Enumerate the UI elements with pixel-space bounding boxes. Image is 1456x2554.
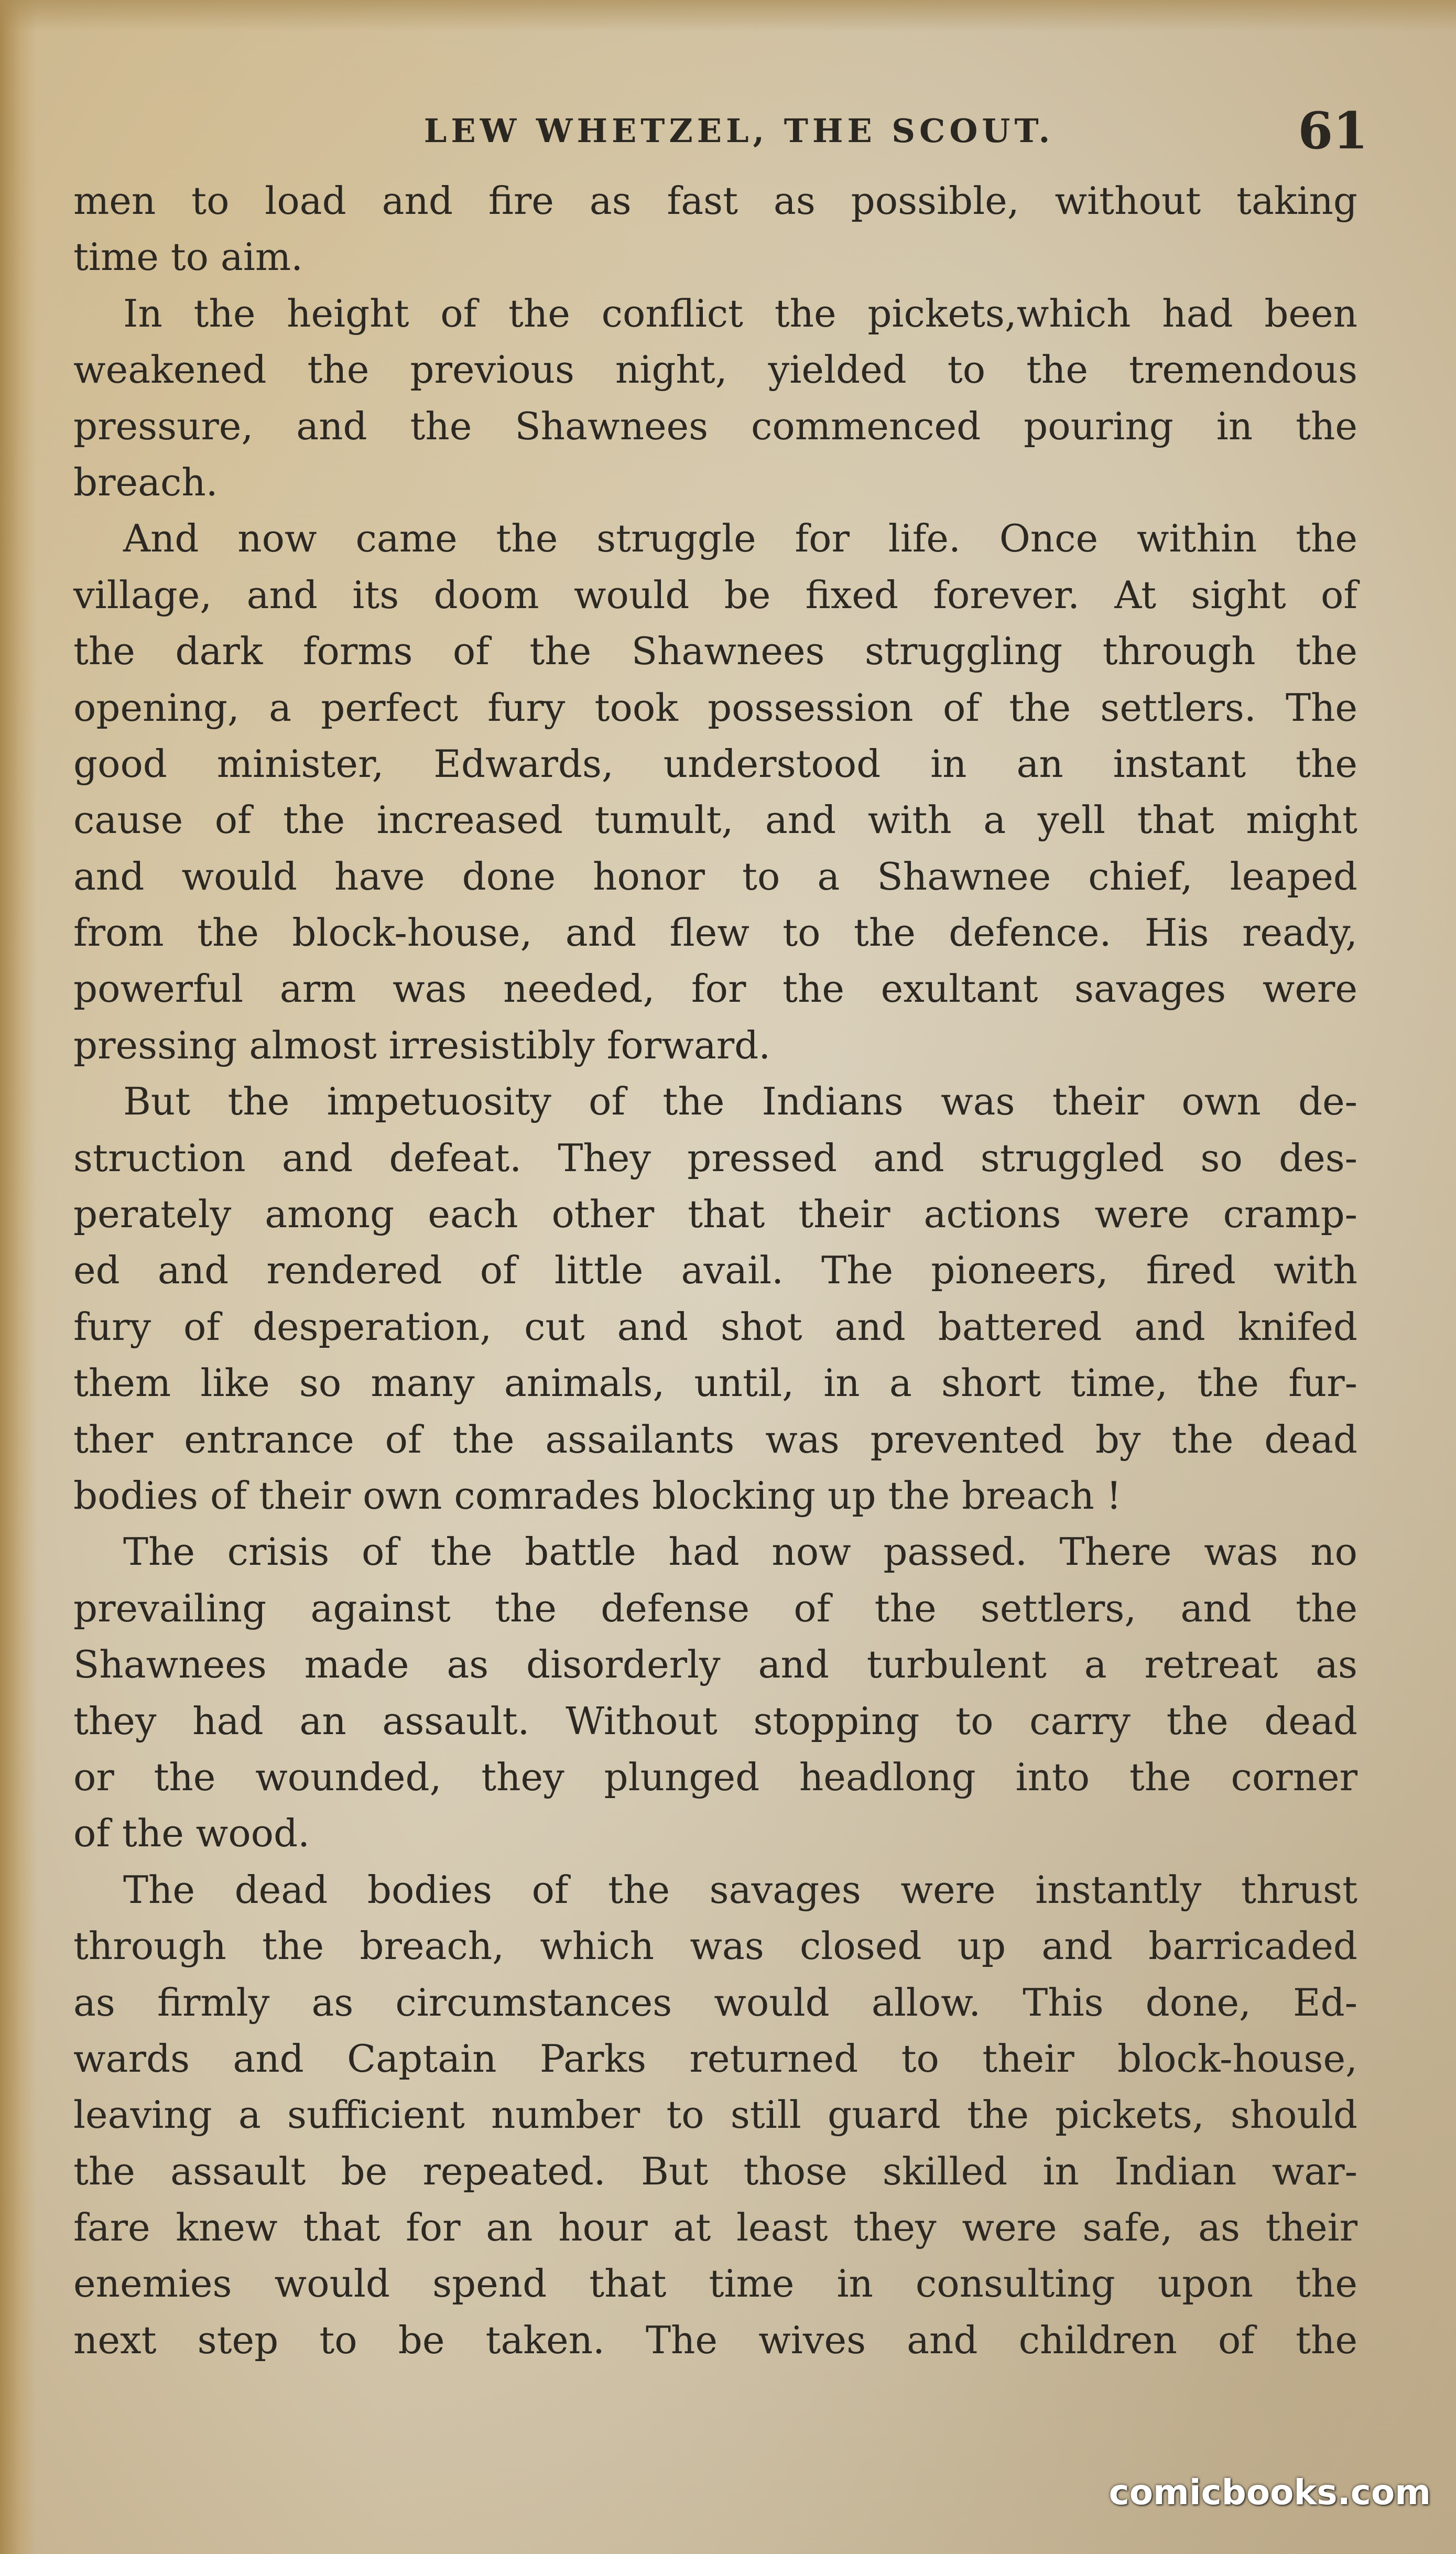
page-edge-shadow [0, 0, 37, 2554]
paragraph [73, 1524, 1357, 1862]
text-line: and would have done honor to a Shawnee chief, leaped [73, 854, 1357, 899]
text-line: the dark forms of the Shawnees struggling through the [73, 629, 1357, 674]
text-line: In the height of the conflict the pickets,which had been [123, 291, 1357, 336]
text-line: time to aim. [73, 235, 303, 279]
text-line: fury of desperation, cut and shot and battered and knifed [73, 1304, 1357, 1349]
paragraph [73, 286, 1357, 511]
page-number: 61 [1298, 101, 1368, 160]
text-line: weakened the previous night, yielded to the tremendous [73, 348, 1357, 392]
text-line: of the wood. [73, 1811, 310, 1856]
text-line: struction and defeat. They pressed and struggled so des- [73, 1135, 1357, 1180]
text-line: fare knew that for an hour at least they were safe, as their [73, 2205, 1357, 2250]
text-line: But the impetuosity of the Indians was their own de- [123, 1079, 1357, 1124]
text-line: through the breach, which was closed up and barricaded [73, 1924, 1357, 1968]
text-line: bodies of their own comrades blocking up the breach ! [73, 1473, 1122, 1518]
text-line: wards and Captain Parks returned to their block-house, [73, 2036, 1357, 2081]
watermark: comicbooks.com [1109, 2472, 1431, 2513]
text-line: And now came the struggle for life. Once within the [123, 516, 1357, 561]
text-line: as firmly as circumstances would allow. This done, Ed- [73, 1980, 1357, 2025]
text-line: good minister, Edwards, understood in an instant the [73, 741, 1357, 786]
text-line: powerful arm was needed, for the exultant savages were [73, 967, 1357, 1011]
text-line: enemies would spend that time in consulting upon the [73, 2261, 1357, 2306]
text-line: The dead bodies of the savages were instantly thrust [123, 1867, 1357, 1912]
text-line: the assault be repeated. But those skilled in Indian war- [73, 2149, 1357, 2193]
text-line: they had an assault. Without stopping to carry the dead [73, 1698, 1357, 1743]
text-line: prevailing against the defense of the settlers, and the [73, 1586, 1357, 1630]
paragraph [73, 1862, 1357, 2369]
text-line: Shawnees made as disorderly and turbulent a retreat as [73, 1642, 1357, 1687]
text-line: village, and its doom would be fixed forever. At sight of [73, 572, 1357, 617]
paragraph [73, 511, 1357, 1074]
text-line: leaving a sufficient number to still guard the pickets, should [73, 2093, 1357, 2137]
text-line: them like so many animals, until, in a short time, the fur- [73, 1361, 1357, 1405]
text-line: ed and rendered of little avail. The pioneers, fired with [73, 1248, 1357, 1293]
text-line: next step to be taken. The wives and children of the [73, 2318, 1357, 2362]
body-text [73, 173, 1357, 2368]
running-head: LEW WHETZEL, THE SCOUT. [423, 112, 1055, 150]
text-line: The crisis of the battle had now passed. There was no [123, 1530, 1357, 1574]
paragraph [73, 1074, 1357, 1524]
text-line: opening, a perfect fury took possession of the settlers. The [73, 685, 1357, 730]
text-line: pressing almost irresistibly forward. [73, 1023, 771, 1067]
text-line: or the wounded, they plunged headlong into the corner [73, 1755, 1357, 1799]
text-line: breach. [73, 460, 218, 504]
text-line: perately among each other that their actions were cramp- [73, 1192, 1357, 1237]
text-line: pressure, and the Shawnees commenced pouring in the [73, 404, 1357, 448]
text-line: men to load and fire as fast as possible, without taking [73, 179, 1357, 223]
text-line: from the block-house, and flew to the defence. His ready, [73, 911, 1357, 955]
text-line: cause of the increased tumult, and with a yell that might [73, 798, 1357, 842]
page-top-shadow [0, 0, 1456, 31]
paragraph [73, 173, 1357, 286]
text-line: ther entrance of the assailants was prevented by the dead [73, 1417, 1357, 1462]
